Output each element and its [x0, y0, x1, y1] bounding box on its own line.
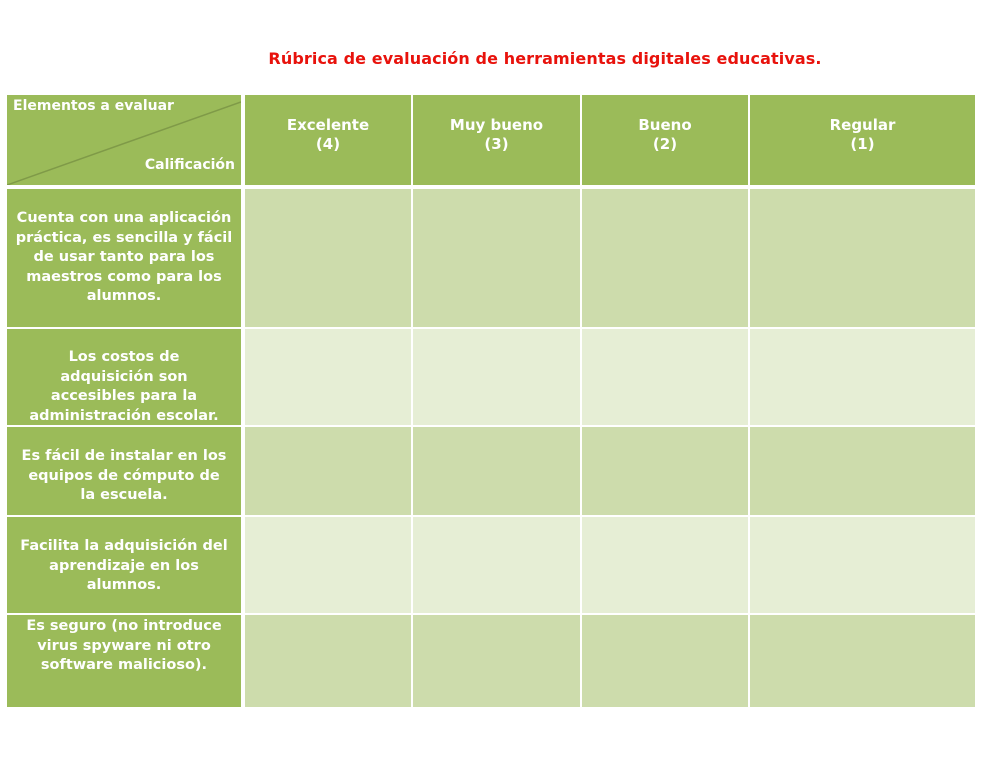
- column-header-score: (2): [652, 135, 678, 153]
- criterion-cell: [7, 427, 241, 515]
- score-cell: [750, 517, 975, 613]
- criterion-text: Es seguro (no introduce virus spyware ni otro software malicioso).: [26, 618, 222, 673]
- criterion-text: Los costos de adquisición son accesibles para la administración escolar.: [29, 349, 219, 424]
- column-header-label: Excelente: [286, 116, 370, 134]
- criterion-cell: [7, 517, 241, 613]
- criterion-text: Cuenta con una aplicación práctica, es sencilla y fácil de usar tanto para los maestros como para los alumnos.: [15, 210, 233, 304]
- criteria-header-label: Elementos a evaluar: [13, 98, 174, 114]
- score-cell: [582, 189, 748, 327]
- score-cell: [413, 329, 580, 425]
- page-title: Rúbrica de evaluación de herramientas digitales educativas.: [268, 49, 822, 68]
- column-header-score: (4): [315, 135, 341, 153]
- criterion-cell: [7, 615, 241, 707]
- criterion-cell: [7, 329, 241, 425]
- criterion-cell: [7, 189, 241, 327]
- column-header-label: Bueno: [638, 116, 692, 134]
- score-cell: [245, 189, 411, 327]
- score-cell: [750, 427, 975, 515]
- score-cell: [413, 517, 580, 613]
- criterion-text: Es fácil de instalar en los equipos de cómputo de la escuela.: [21, 448, 227, 503]
- score-cell: [413, 189, 580, 327]
- corner-header-cell: [7, 95, 241, 185]
- score-cell: [582, 517, 748, 613]
- score-cell: [245, 615, 411, 707]
- score-cell: [582, 615, 748, 707]
- score-cell: [245, 329, 411, 425]
- column-header-label: Muy bueno: [449, 116, 544, 134]
- score-header-label: Calificación: [144, 157, 235, 173]
- score-cell: [582, 427, 748, 515]
- column-header-score: (3): [484, 135, 509, 153]
- score-cell: [750, 615, 975, 707]
- score-cell: [582, 329, 748, 425]
- score-cell: [245, 427, 411, 515]
- score-cell: [245, 517, 411, 613]
- column-header-regular: [750, 95, 975, 185]
- column-header-bueno: [582, 95, 748, 185]
- score-cell: [413, 615, 580, 707]
- rubric-table: [7, 95, 975, 707]
- column-header-excelente: [245, 95, 411, 185]
- column-header-score: (1): [850, 135, 875, 153]
- score-cell: [750, 189, 975, 327]
- criterion-text: Facilita la adquisición del aprendizaje en los alumnos.: [20, 538, 228, 593]
- column-header-muy-bueno: [413, 95, 580, 185]
- score-cell: [750, 329, 975, 425]
- score-cell: [413, 427, 580, 515]
- column-header-label: Regular: [829, 116, 896, 134]
